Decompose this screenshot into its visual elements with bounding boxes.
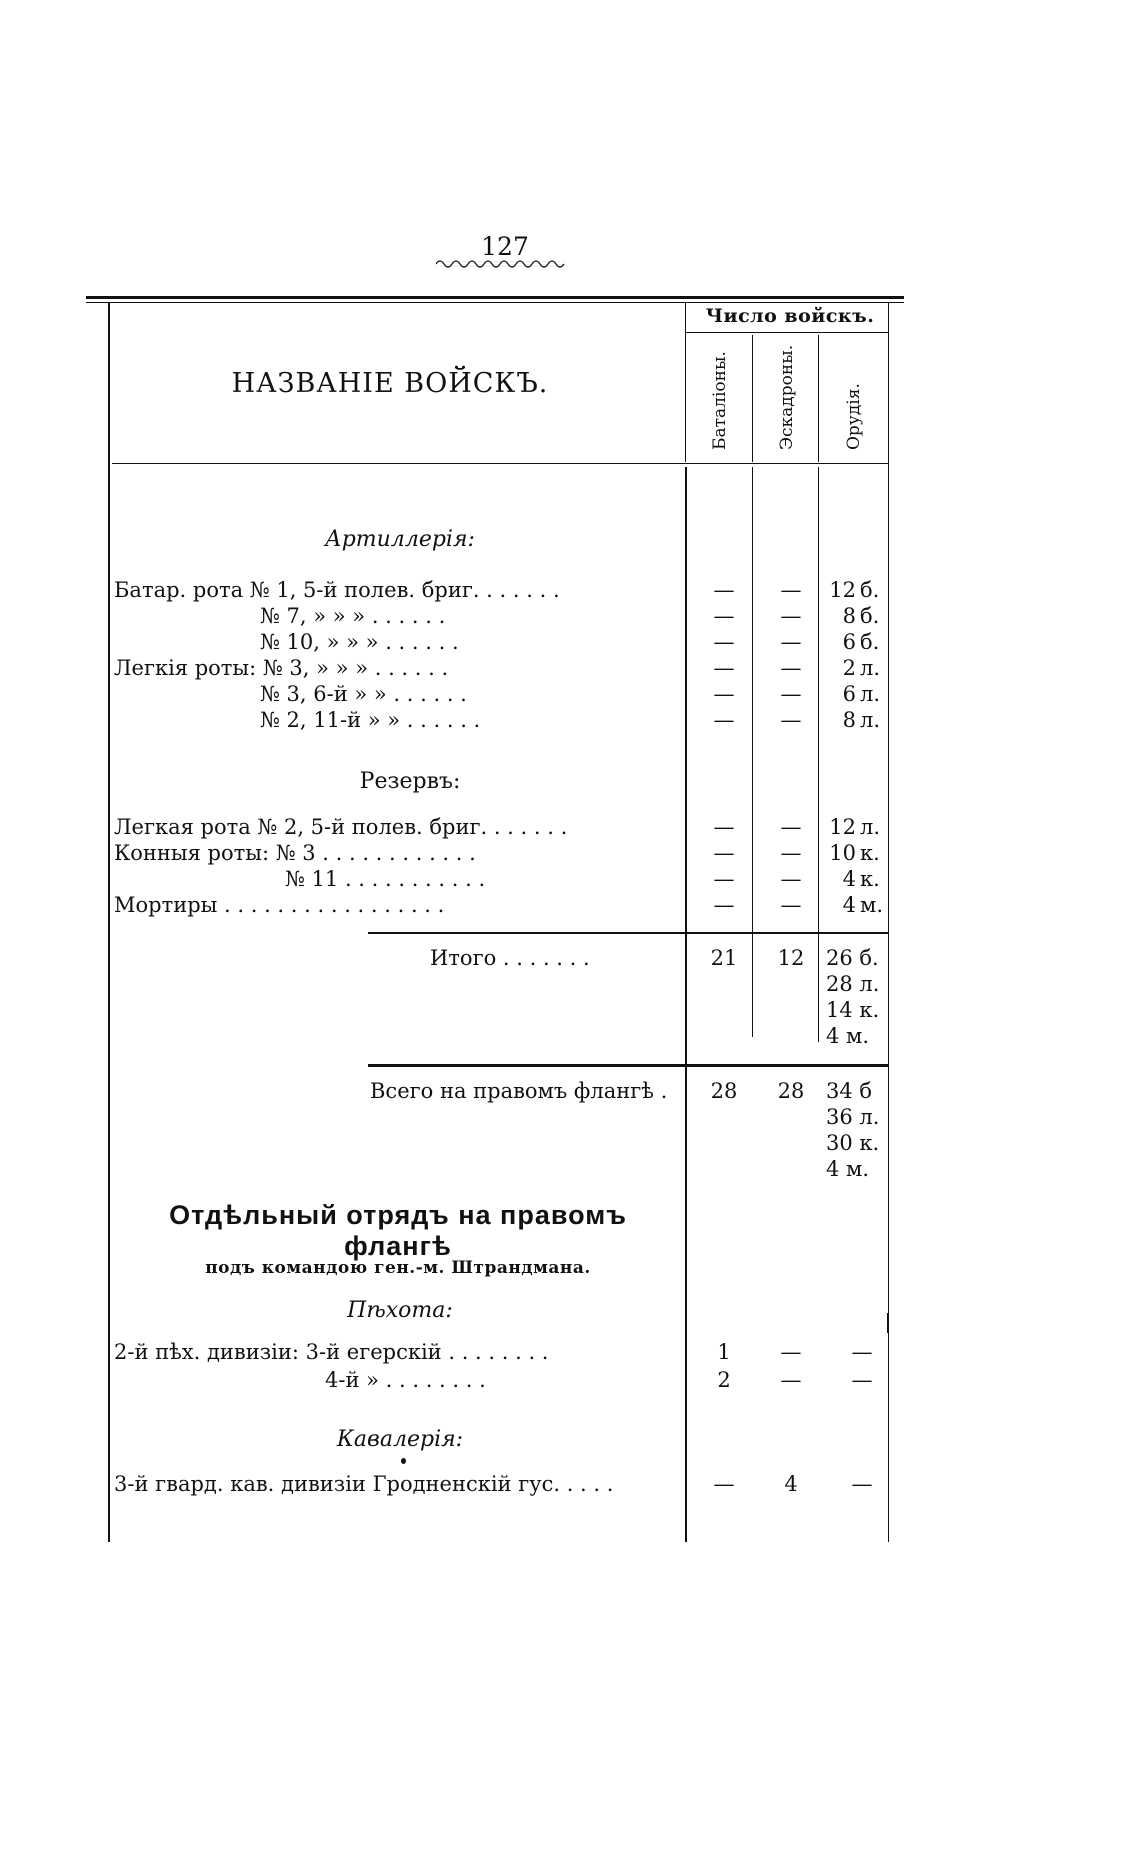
row-label: Конныя роты: № 3 . . . . . . . . . . . . [114,841,476,865]
row-guns-number: 8 [842,708,856,732]
column-group-title: Число войскъ. [705,305,875,327]
guns-total-line: 34 б [826,1079,873,1103]
row-guns-number: 4 [842,893,856,917]
section-infantry: Пѣхота: [347,1298,453,1323]
row-guns-number: 6 [842,630,856,654]
row-battalions: — [713,867,735,891]
row-squadrons: — [780,656,802,680]
row-guns-unit: к. [860,867,880,891]
section-artillery: Артиллерія: [325,527,475,552]
row-label: Мортиры . . . . . . . . . . . . . . . . . [114,893,445,917]
body-col-divider-2 [752,467,753,1037]
row-squadrons: — [780,841,802,865]
row-battalions: — [713,604,735,628]
row-guns-number: 12 [829,815,856,839]
vsego-label: Всего на правомъ флангѣ . [370,1079,668,1103]
page-number-ornament [436,258,566,270]
row-label: Легкая рота № 2, 5-й полев. бриг. . . . . . . [114,815,568,839]
table-left-border [108,302,110,1542]
row-guns-number: 12 [829,578,856,602]
row-battalions: — [713,656,735,680]
vsego-rule [368,1064,888,1067]
row-guns-number: 2 [842,656,856,680]
guns-total-line: 14 к. [826,998,880,1022]
row-battalions: — [713,578,735,602]
row-battalions: — [713,893,735,917]
row-label: 3-й гвард. кав. дивизіи Гродненскій гус. . . . . [114,1472,614,1496]
row-guns-unit: б. [860,630,880,654]
guns-total-line: 30 к. [826,1131,880,1155]
vsego-battalions: 28 [710,1079,738,1103]
header-col-divider-1 [685,302,686,462]
itogo-squadrons: 12 [777,946,805,970]
infantry-guns-tick [887,1313,888,1333]
row-guns-unit: л. [860,656,881,680]
guns-total-line: 36 л. [826,1105,880,1129]
row-squadrons: — [780,1340,802,1364]
section-cavalry: Кавалерія: [336,1427,464,1452]
detachment-subtitle: подъ командою ген.-м. Штрандмана. [205,1258,591,1278]
row-squadrons: — [780,604,802,628]
header-bottom-rule [112,463,888,464]
section-reserve: Резервъ: [359,769,461,794]
top-rule-thick [86,296,904,299]
row-squadrons: — [780,1368,802,1392]
itogo-battalions: 21 [710,946,738,970]
row-guns-number: 4 [842,867,856,891]
row-battalions: — [713,1472,735,1496]
row-battalions: 2 [717,1368,731,1392]
row-battalions: — [713,841,735,865]
column-header-name: НАЗВАНІЕ ВОЙСКЪ. [231,368,549,399]
row-label: № 7, » » » . . . . . . [260,604,446,628]
row-squadrons: — [780,708,802,732]
page-number: 127 [481,232,529,261]
row-label: Легкія роты: № 3, » » » . . . . . . [114,656,449,680]
guns-total-line: 28 л. [826,972,880,996]
header-col-divider-2 [752,335,753,462]
row-guns: — [851,1340,873,1364]
guns-total-line: 26 б. [826,946,879,970]
row-squadrons: — [780,630,802,654]
row-guns-unit: л. [860,708,881,732]
header-squadrons: Эскадроны. [777,344,797,450]
guns-total-line: 4 м. [826,1024,870,1048]
row-guns-unit: б. [860,604,880,628]
row-guns-unit: к. [860,841,880,865]
body-col-divider-1 [685,467,687,1542]
row-label: № 11 . . . . . . . . . . . [285,867,486,891]
row-label: 4-й » . . . . . . . . [325,1368,486,1392]
table-right-border [888,302,889,1542]
row-guns-unit: м. [860,893,884,917]
row-guns-number: 10 [829,841,856,865]
stray-dot [401,1458,406,1464]
row-guns-number: 8 [842,604,856,628]
row-label: № 10, » » » . . . . . . [260,630,459,654]
body-col-divider-3 [818,467,819,1042]
count-group-underline [686,332,888,333]
row-battalions: — [713,682,735,706]
row-guns: — [851,1368,873,1392]
row-squadrons: — [780,893,802,917]
row-guns-unit: л. [860,682,881,706]
itogo-label: Итого . . . . . . . [430,946,590,970]
row-squadrons: — [780,682,802,706]
row-label: № 2, 11-й » » . . . . . . [260,708,481,732]
top-rule-thin [86,302,904,303]
row-battalions: — [713,815,735,839]
header-guns: Орудія. [844,383,864,450]
row-label: Батар. рота № 1, 5-й полев. бриг. . . . . . . [114,578,560,602]
row-guns-unit: л. [860,815,881,839]
row-guns-number: 6 [842,682,856,706]
row-label: 2-й пѣх. дивизіи: 3-й егерскій . . . . . . . . [114,1340,549,1364]
row-squadrons: — [780,578,802,602]
row-guns-unit: б. [860,578,880,602]
itogo-rule [368,932,888,934]
guns-total-line: 4 м. [826,1157,870,1181]
vsego-squadrons: 28 [777,1079,805,1103]
row-squadrons: — [780,815,802,839]
row-battalions: — [713,630,735,654]
header-battalions: Баталіоны. [710,351,730,450]
row-label: № 3, 6-й » » . . . . . . [260,682,467,706]
header-col-divider-3 [818,335,819,462]
row-battalions: 1 [717,1340,731,1364]
detachment-title: Отдѣльный отрядъ на правомъ флангѣ [169,1200,627,1261]
row-battalions: — [713,708,735,732]
row-guns: — [851,1472,873,1496]
row-squadrons: — [780,867,802,891]
row-squadrons: 4 [784,1472,798,1496]
